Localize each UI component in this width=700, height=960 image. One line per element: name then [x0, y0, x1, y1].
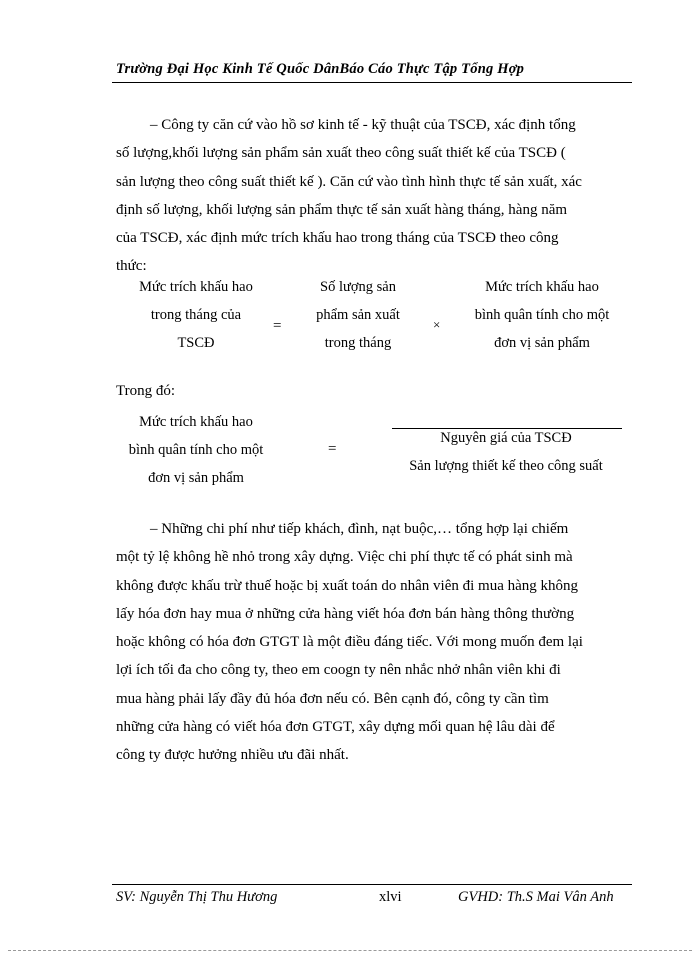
- fraction-rule: [392, 428, 622, 429]
- paragraph-2-line: những cửa hàng có viết hóa đơn GTGT, xây dựng mối quan hệ lâu dài để: [116, 719, 555, 736]
- footer-page-number: xlvi: [379, 889, 402, 905]
- formula1-factor2-line: Mức trích khấu hao: [485, 279, 599, 295]
- footer-rule: [112, 884, 632, 885]
- formula2-lhs-line: đơn vị sản phẩm: [148, 470, 244, 486]
- paragraph-2-line: lấy hóa đơn hay mua ở những cửa hàng viết hóa đơn bán hàng thông thường: [116, 605, 575, 622]
- paragraph-1: [116, 111, 634, 281]
- formula1-lhs-line: trong tháng của: [150, 307, 242, 323]
- paragraph-1-line: định số lượng, khối lượng sản phẩm thực tế sản xuất hàng tháng, hàng năm: [116, 201, 568, 218]
- formula2-denominator: Sản lượng thiết kế theo công suất: [409, 458, 603, 474]
- paragraph-2-line: – Những chi phí như tiếp khách, đình, nạt buộc,… tổng hợp lại chiếm: [150, 521, 569, 537]
- formula1-times: ×: [433, 317, 441, 332]
- header-rule: [112, 82, 632, 83]
- formula1-lhs: [112, 273, 280, 357]
- formula1-factor1-line: trong tháng: [324, 335, 392, 351]
- page-header-title: Trường Đại Học Kinh Tế Quốc DânBáo Cáo Thực Tập Tổng Hợp: [116, 61, 525, 77]
- formula2-lhs-line: Mức trích khấu hao: [139, 414, 253, 430]
- where-label: Trong đó:: [116, 383, 176, 399]
- formula1-factor1-line: phẩm sản xuất: [316, 307, 400, 323]
- paragraph-1-line: – Công ty căn cứ vào hồ sơ kinh tế - kỹ thuật của TSCĐ, xác định tổng: [150, 117, 576, 133]
- paragraph-1-line: sản lượng theo công suất thiết kế ). Căn cứ vào tình hình thực tế sản xuất, xác: [116, 173, 582, 190]
- paragraph-2-line: mua hàng phải lấy đầy đủ hóa đơn nếu có. Bên cạnh đó, công ty cần tìm: [116, 690, 549, 707]
- paragraph-2-line: công ty được hưởng nhiều ưu đãi nhất.: [116, 747, 349, 764]
- formula1-factor2-line: đơn vị sản phẩm: [494, 335, 590, 351]
- formula2-lhs: [112, 408, 280, 492]
- paragraph-1-line: thức:: [116, 258, 147, 275]
- formula1-factor2-line: bình quân tính cho một: [474, 307, 610, 323]
- paragraph-2: [116, 515, 634, 770]
- formula1-factor2: [456, 273, 628, 357]
- paragraph-2-line: hoặc không có hóa đơn GTGT là một điều đáng tiếc. Với mong muốn đem lại: [116, 634, 583, 651]
- paragraph-1-line: số lượng,khối lượng sản phẩm sản xuất theo công suất thiết kế của TSCĐ (: [116, 145, 566, 162]
- formula2-lhs-line: bình quân tính cho một: [128, 442, 264, 458]
- footer-student: SV: Nguyễn Thị Thu Hương: [116, 889, 278, 905]
- formula2-numerator: Nguyên giá của TSCĐ: [440, 430, 572, 446]
- formula1-factor1-line: Số lượng sản: [320, 279, 396, 295]
- paragraph-2-line: một tỷ lệ không hề nhỏ trong xây dựng. Việc chi phí thực tế có phát sinh mà: [116, 549, 573, 566]
- formula2-equals: =: [328, 441, 337, 457]
- paragraph-1-line: của TSCĐ, xác định mức trích khấu hao trong tháng của TSCĐ theo công: [116, 230, 559, 247]
- formula1-lhs-line: Mức trích khấu hao: [139, 279, 253, 295]
- footer-advisor: GVHD: Th.S Mai Vân Anh: [458, 889, 614, 905]
- formula1-equals: =: [273, 318, 282, 334]
- paragraph-2-line: lợi ích tối đa cho công ty, theo em coogn ty nên nhắc nhở nhân viên khi đi: [116, 662, 561, 679]
- formula1-factor1: [296, 273, 420, 357]
- formula1-lhs-line: TSCĐ: [177, 335, 215, 351]
- paragraph-2-line: không được khấu trừ thuế hoặc bị xuất toán do nhân viên đi mua hàng không: [116, 577, 579, 594]
- page-break-line: [8, 950, 692, 951]
